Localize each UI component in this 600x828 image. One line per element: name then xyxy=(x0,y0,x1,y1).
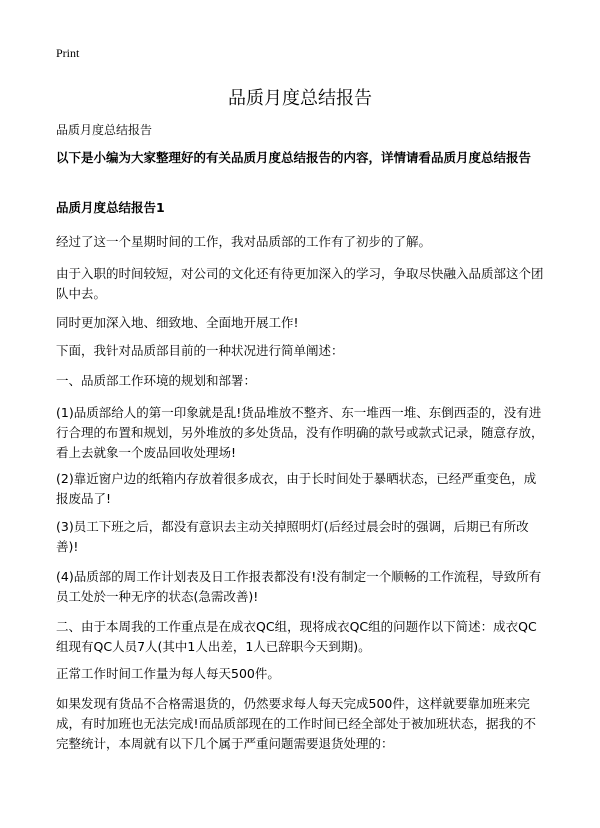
paragraph: 经过了这一个星期时间的工作，我对品质部的工作有了初步的了解。 xyxy=(56,234,432,249)
paragraph: 由于入职的时间较短，对公司的文化还有待更加深入的学习，争取尽快融入品质部这个团队中去。 xyxy=(56,266,544,301)
paragraph: 同时更加深入地、细致地、全面地开展工作! xyxy=(56,315,299,330)
paragraph: (1)品质部给人的第一印象就是乱!货品堆放不整齐、东一堆西一堆、东倒西歪的，没有进行合理的布置和规划，另外堆放的多处货品，没有作明确的款号或款式记录，随意存放，看上去就象一个废品回收处理场! xyxy=(56,405,544,460)
intro-paragraph: 以下是小编为大家整理好的有关品质月度总结报告的内容，详情请看品质月度总结报告 xyxy=(56,150,532,165)
paragraph: 二、由于本周我的工作重点是在成衣QC组，现将成衣QC组的问题作以下简述：成衣QC组现有QC人员7人(其中1人出差，1人已辞职今天到期)。 xyxy=(56,619,537,654)
paragraph: (4)品质部的周工作计划表及日工作报表都没有!没有制定一个顺畅的工作流程，导致所有员工处於一种无序的状态(急需改善)! xyxy=(56,569,542,604)
paragraph: 如果发现有货品不合格需退货的，仍然要求每人每天完成500件，这样就要靠加班来完成，有时加班也无法完成!而品质部现在的工作时间已经全部处于被加班状态，据我的不完整统计，本周就有以下几个属于严重问题需要退货处理的： xyxy=(56,696,537,751)
paragraph: 正常工作时间工作量为每人每天500件。 xyxy=(56,666,280,681)
paragraph: 一、品质部工作环境的规划和部署： xyxy=(56,373,257,388)
page-title: 品质月度总结报告 xyxy=(228,88,372,109)
document-subtitle: 品质月度总结报告 xyxy=(56,123,153,137)
paragraph: (3)员工下班之后，都没有意识去主动关掉照明灯(后经过晨会时的强调，后期已有所改善)! xyxy=(56,519,529,554)
paragraph: 下面，我针对品质部目前的一种状况进行简单阐述： xyxy=(56,343,344,358)
section-heading: 品质月度总结报告1 xyxy=(56,200,165,215)
paragraph: (2)靠近窗户边的纸箱内存放着很多成衣，由于长时间处于暴晒状态，已经严重变色，成报废品了! xyxy=(56,471,537,506)
print-link[interactable]: Print xyxy=(56,46,80,60)
